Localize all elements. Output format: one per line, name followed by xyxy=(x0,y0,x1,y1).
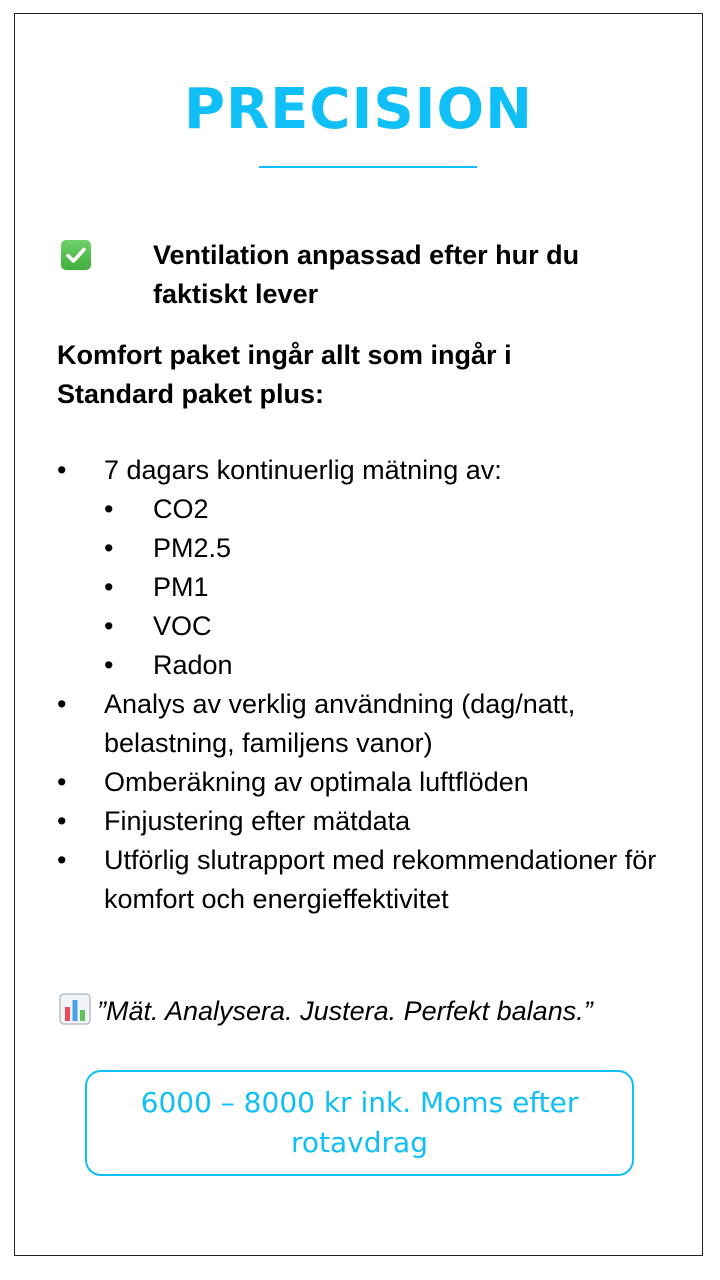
bullet: • xyxy=(57,845,67,875)
list-item xyxy=(104,607,687,646)
list-item xyxy=(57,451,687,685)
bullet: • xyxy=(57,455,67,485)
measurement-label: 7 dagars kontinuerlig mätning av: xyxy=(104,455,502,485)
price-box: 6000 – 8000 kr ink. Moms efter rotavdrag xyxy=(85,1070,634,1176)
list-item xyxy=(104,529,687,568)
bullet: • xyxy=(104,533,114,563)
package-card xyxy=(14,13,703,1256)
measurement-item: VOC xyxy=(153,611,212,641)
check-mark-icon xyxy=(61,240,91,270)
list-item xyxy=(57,802,687,841)
measurement-item: CO2 xyxy=(153,494,209,524)
bullet: • xyxy=(57,689,67,719)
bullet: • xyxy=(104,611,114,641)
intro-heading: Komfort paket ingår allt som ingår i Standard paket plus: xyxy=(57,340,512,409)
bullet: • xyxy=(57,806,67,836)
quote-text: ”Mät. Analysera. Justera. Perfekt balans.” xyxy=(97,996,593,1026)
measurement-item: PM1 xyxy=(153,572,209,602)
feature-text: Utförlig slutrapport med rekommendationer för komfort och energieffektivitet xyxy=(104,845,657,914)
list-item xyxy=(104,568,687,607)
list-item xyxy=(104,490,687,529)
bullet: • xyxy=(104,494,114,524)
bullet: • xyxy=(104,650,114,680)
list-item xyxy=(57,685,687,763)
list-item xyxy=(104,646,687,685)
bullet: • xyxy=(57,767,67,797)
list-item xyxy=(57,841,687,919)
bar-chart-icon xyxy=(59,993,91,1025)
page-title: PRECISION xyxy=(184,77,533,142)
measurement-item: PM2.5 xyxy=(153,533,232,563)
feature-text: Omberäkning av optimala luftflöden xyxy=(104,767,529,797)
measurement-sublist xyxy=(104,490,687,685)
title-underline xyxy=(259,166,477,168)
list-item xyxy=(57,763,687,802)
feature-text: Finjustering efter mätdata xyxy=(104,806,411,836)
quote-row xyxy=(59,992,699,1031)
highlight-text: Ventilation anpassad efter hur du faktiskt lever xyxy=(153,240,580,309)
feature-text: Analys av verklig användning (dag/natt, belastning, familjens vanor) xyxy=(104,689,576,758)
feature-list xyxy=(57,451,687,919)
bullet: • xyxy=(104,572,114,602)
measurement-item: Radon xyxy=(153,650,233,680)
